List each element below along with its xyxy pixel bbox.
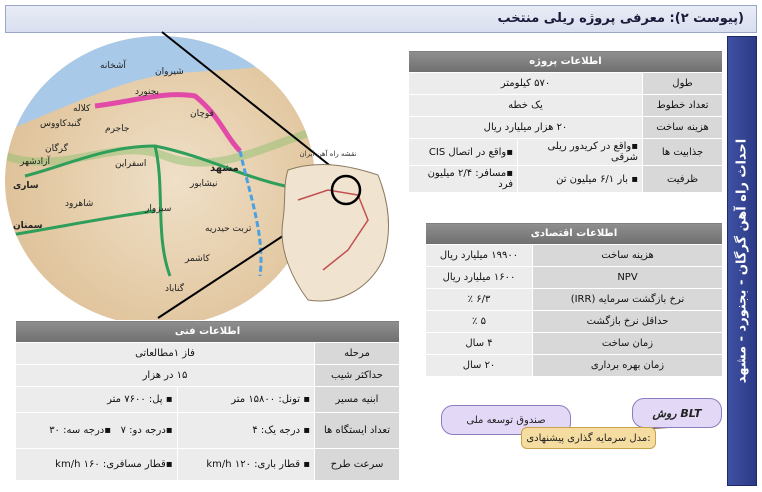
details-item: ▪واقع در اتصال CIS <box>409 139 518 166</box>
slope-value: ۱۵ در هزار <box>16 365 315 387</box>
row-value: ۵ ٪ <box>426 311 533 333</box>
row-value: ۱۶۰۰ میلیارد ریال <box>426 267 533 289</box>
row-value: ۶/۳ ٪ <box>426 289 533 311</box>
city-label: شیروان <box>155 67 184 77</box>
page-title: (پیوست ۲): معرفی پروژه ریلی منتخب <box>497 11 744 26</box>
row-label: زمان ساخت <box>533 333 723 355</box>
technical-info-title: اطلاعات فنی <box>16 321 400 343</box>
city-label: مشهد <box>210 163 239 174</box>
speed-label: سرعت طرح <box>315 449 400 481</box>
city-label: گرگان <box>45 144 68 154</box>
row-value: ۲۰ هزار میلیارد ریال <box>409 117 643 139</box>
side-title: احداث راه آهن گرگان - بجنورد - مشهد <box>734 138 750 384</box>
row-label: تعداد خطوط <box>643 95 723 117</box>
structure-item: ▪ تونل: ۱۵۸۰۰ متر <box>177 387 314 413</box>
inset-title: نقشه راه آهن ایران <box>299 150 357 158</box>
city-label: آزادشهر <box>20 157 51 167</box>
row-label: طول <box>643 73 723 95</box>
row-label: NPV <box>533 267 723 289</box>
city-label: قوچان <box>190 109 214 119</box>
details-item: ▪واقع در کریدور ریلی شرقی <box>518 139 643 166</box>
structures-label: ابنیه مسیر <box>315 387 400 413</box>
row-label: هزینه ساخت <box>533 245 723 267</box>
details-label: جذابیت ها <box>643 139 723 166</box>
city-label: گناباد <box>165 284 184 294</box>
row-value: ۱۹۹۰۰ میلیارد ریال <box>426 245 533 267</box>
city-label: کاشمر <box>185 254 210 264</box>
economic-info-title: اطلاعات اقتصادی <box>426 223 723 245</box>
capacity-item: ▪ بار ۶/۱ میلیون تن <box>518 166 643 193</box>
project-info-title: اطلاعات پروژه <box>409 51 723 73</box>
speed-item: ▪ قطار باری: ۱۲۰ km/h <box>177 449 314 481</box>
row-label: نرخ بازگشت سرمایه (IRR) <box>533 289 723 311</box>
city-label: آشخانه <box>100 61 126 71</box>
station-item: ▪ درجه یک: ۴ <box>177 413 314 449</box>
city-label: ساری <box>13 181 39 191</box>
city-label: جاجرم <box>105 124 130 134</box>
city-label: تربت حیدریه <box>205 224 252 234</box>
city-label: نیشابور <box>190 179 218 189</box>
speed-item: ▪قطار مسافری: ۱۶۰ km/h <box>16 449 178 481</box>
city-label: اسفراین <box>115 159 147 169</box>
row-value: ۵۷۰ کیلومتر <box>409 73 643 95</box>
city-label: سبزوار <box>145 204 172 214</box>
fund-box: صندوق توسعه ملی <box>441 405 571 435</box>
city-label: سمنان <box>13 221 43 231</box>
investment-model-box: مدل سرمایه گذاری پیشنهادی: <box>521 427 656 449</box>
row-value: یک خطه <box>409 95 643 117</box>
station-item: ▪درجه دو: ۷ ▪درجه سه: ۳۰ <box>16 413 178 449</box>
stations-label: تعداد ایستگاه ها <box>315 413 400 449</box>
row-label: هزینه ساخت <box>643 117 723 139</box>
city-label: شاهرود <box>65 199 94 209</box>
city-label: کلاله <box>73 104 91 114</box>
phase-value: فاز ۱مطالعاتی <box>16 343 315 365</box>
city-label: بجنورد <box>135 87 160 97</box>
capacity-item: ▪مسافر: ۲/۴ میلیون فرد <box>409 166 518 193</box>
city-label: گنبدکاووس <box>40 119 82 129</box>
phase-label: مرحله <box>315 343 400 365</box>
row-label: حداقل نرخ بازگشت <box>533 311 723 333</box>
row-value: ۴ سال <box>426 333 533 355</box>
row-label: زمان بهره برداری <box>533 355 723 377</box>
structure-item: ▪ پل: ۷۶۰۰ متر <box>16 387 178 413</box>
method-box: روش BLT <box>632 398 722 428</box>
slope-label: حداکثر شیب <box>315 365 400 387</box>
capacity-label: ظرفیت <box>643 166 723 193</box>
row-value: ۲۰ سال <box>426 355 533 377</box>
